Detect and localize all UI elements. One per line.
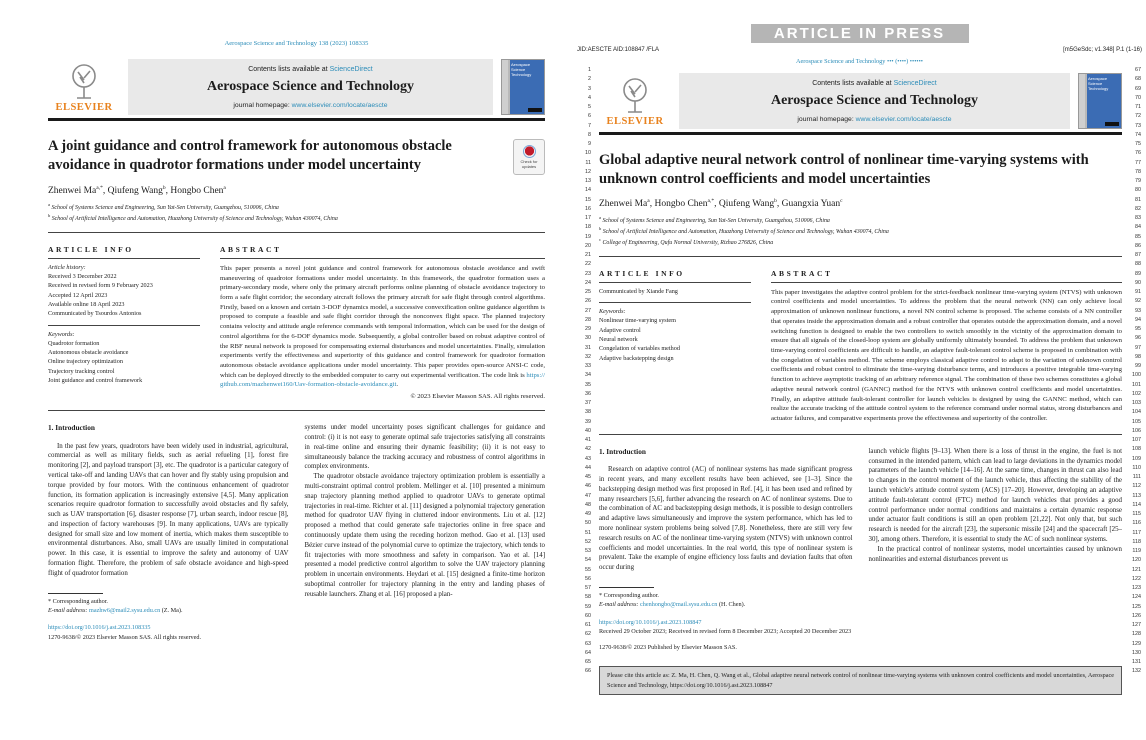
right-body-col1 (599, 447, 853, 573)
contents-line: Contents lists available at ScienceDirect (248, 66, 373, 73)
abstract-header: ABSTRACT (220, 245, 545, 259)
line-numbers-right: 67 68 69 70 71 72 73 74 75 76 77 78 79 80 81 82 83 84 85 86 87 88 89 90 91 92 93 94 95 96 97 98 99 100 101 102 103 104 105 106 107 108 109 110 111 112 113 114 115 116 117 118 119 120 121 122 123 124 125 126 127 128 129 130 131 132 (1132, 67, 1141, 675)
divider (48, 232, 545, 233)
keyword: Nonlinear time-varying system (599, 317, 676, 325)
homepage-line: journal homepage: www.elsevier.com/locate/aescte (797, 116, 952, 123)
keywords-block: Keywords: Quadrotor formation Autonomous obstacle avoidance Online trajectory optimization Trajectory tracking control Joint guidance and control framework (48, 326, 200, 392)
article-history: Article history: Received 3 December 2022 Received in revised form 9 February 2023 Accepted 12 April 2023 Available online 18 April 2023 Communicated by Tsourdos Antonios (48, 259, 200, 326)
left-body-col2 (305, 423, 546, 642)
divider (599, 434, 1122, 435)
article-in-press-banner: ARTICLE IN PRESS (751, 24, 969, 43)
elsevier-wordmark: ELSEVIER (55, 102, 113, 113)
affiliation: $^a$ School of Systems Science and Engineering, Sun Yat-Sen University, Guangzhou, 510006, China (48, 202, 279, 212)
left-affiliations (48, 202, 545, 224)
left-citation-header[interactable]: Aerospace Science and Technology 138 (2023) 108335 (224, 40, 369, 47)
intro-paragraph: In the practical control of nonlinear systems, model uncertainties caused by unknown nonlinearities and external disturbances prevent us (868, 545, 1122, 563)
contents-line: Contents lists available at ScienceDirect (812, 80, 937, 87)
line-numbers-left: 1 2 3 4 5 6 7 8 9 10 11 12 13 14 15 16 17 18 19 20 21 22 23 24 25 26 27 28 29 30 31 32 33 34 35 36 37 38 39 40 41 42 43 44 45 46 47 48 49 50 51 52 53 54 55 56 57 58 59 60 61 62 63 64 65 66 (585, 67, 591, 675)
check-for-updates-badge[interactable] (513, 139, 545, 175)
divider (599, 256, 1122, 257)
left-info-abstract (48, 245, 545, 410)
sciencedirect-link[interactable]: ScienceDirect (329, 66, 373, 73)
right-info-abstract (599, 269, 1122, 434)
author: Zhenwei $Ma^{a,*}$ (48, 185, 103, 197)
section-heading: 1. Introduction (48, 423, 95, 433)
affiliation: $^b$ School of Artificial Intelligence and Automation, Huazhong University of Science and Technology, Wuhan 430074, China (48, 212, 338, 222)
masthead-rule (599, 132, 1122, 135)
right-masthead (599, 73, 1122, 129)
affiliation: $^b$ School of Artificial Intelligence and Automation, Huazhong University of Science and Technology, Wuhan 430074, China (599, 226, 889, 236)
doi-link[interactable]: https://doi.org/10.1016/j.ast.2023.108847 (599, 618, 702, 626)
abstract-column (220, 245, 545, 400)
affiliation: $^a$ School of Systems Science and Engineering, Sun Yat-Sen University, Guangzhou, 510006, China (599, 215, 830, 225)
article-info-column (599, 269, 751, 424)
keyword: Online trajectory optimization (48, 358, 123, 366)
author: , Qiufeng Wang$^b$ (714, 198, 777, 210)
paper-page-right (573, 0, 1146, 740)
article-info-header: ARTICLE INFO (48, 245, 200, 259)
journal-name: Aerospace Science and Technology (206, 79, 415, 94)
author: Zhenwei Ma$^a$ (599, 198, 650, 210)
cover-title-text: Aerospace Science Technology (511, 62, 532, 77)
journal-homepage-link[interactable]: www.elsevier.com/locate/aescte (855, 116, 952, 123)
section-heading: 1. Introduction (599, 446, 646, 456)
intro-paragraph: systems under model uncertainty poses significant challenges for guidance and control: (i) it is not easy to generate optimal safe trajectories satisfying all constraints in real-time online and ensuring their dynamic feasibility; (ii) it is not easy to simultaneously balance the tracking accuracy and robustness of control algorithms in complex environments. (304, 424, 545, 471)
sciencedirect-link[interactable]: ScienceDirect (893, 80, 937, 87)
abstract-text: This paper presents a novel joint guidance and control framework for autonomous obstacle avoidance and swift maneuvering of quadrotor formations under model uncertainty. In this framework, the quadrotor formation uses a primary-secondary mode, where only the primary aircraft performs online planning of obstacle avoidance trajectory to form a safe flight corridor; the secondary aircraft follows the primary aircraft for safe flight through control algorithms. Firstly, based on a known and certain 3-DOF dynamics model, a successive convexification online guidance algorithm is proposed to compute a feasible and safe flight corridor through the nonconvex flight space. The planned trajectory contains velocity and attitude angle reference commands with temporal information, which can be used for the design of control algorithms for the 6-DOF dynamics mode. Subsequently, a global controller based on robust adaptive control of the RBF neural network is proposed for compensating external disturbances and model uncertainties. Finally, simulation experiments verify the effectiveness and superiority of this guidance and control framework for quadrotor formation autonomous obstacle avoidance applications under model uncertainty. This paper provides open-source ANSI-C code, which can be deployed directly to the embedded computer to carry out experimental verification. The code link is https://github.com/mazhenwei160/Uav-formation-obstacle-avoidance.git. (220, 264, 545, 389)
keyword: Neural network (599, 335, 638, 343)
journal-cover-thumbnail (1078, 73, 1122, 129)
keyword: Adaptive control (599, 326, 641, 334)
keyword: Adaptive backstepping design (599, 354, 674, 362)
elsevier-tree-icon (618, 76, 652, 116)
intro-paragraph: In the past few years, quadrotors have been widely used in industrial, agricultural, commercial as well as military fields, such as aerial refueling [1], forest fire monitoring [2], and payload transport [3], etc. The quadrotor is a particular category of vertical take-off and landing UAVs that can hover and fly stably using propulsion and torque provided by four motors. With the continuous enhancement of quadrotor function, its formation application is increasingly extensive [4,5]. Many application scenarios require quadrotor formation to successfully avoid obstacles and fly safely, such as UAV transportation [6], disaster response [7], urban search, indoor rescue [8], and inspection of factory warehouses [9]. In many applications, UAVs are typically designed for small size and low moment of inertia, which makes them susceptible to environmental disturbances. Also, small UAVs are usually limited in computational power. In this case, it is essential to improve the safety and autonomy of UAV formation flight. Therefore, the problem of safe obstacle avoidance and high-speed flight of quadrotor formation (48, 442, 289, 577)
abstract-column (771, 269, 1122, 424)
divider (48, 410, 545, 411)
author-email-link[interactable]: mazhw6@mail2.sysu.edu.cn (89, 606, 161, 614)
keywords-block: Keywords: Nonlinear time-varying system Adaptive control Neural network Congelation of variables method Adaptive backstepping design (599, 303, 751, 369)
left-body-col1 (48, 423, 289, 642)
journal-homepage-link[interactable]: www.elsevier.com/locate/aescte (291, 102, 388, 109)
communicated-block: Communicated by Xiande Fang (599, 283, 751, 303)
journal-cover-thumbnail (501, 59, 545, 115)
masthead-rule (48, 118, 545, 121)
left-authors-line (48, 185, 545, 196)
keyword: Trajectory tracking control (48, 367, 115, 375)
journal-name: Aerospace Science and Technology (770, 93, 979, 108)
right-footnote: * Corresponding author. E-mail address: chenhongbo@mail.sysu.edu.cn (H. Chen). https://doi.org/10.1016/j.ast.2023.108847 Received 29 October 2023; Received in revised form 8 December 2023; Accepted 20 December 2023 1270-9638/© 2023 Published by Elsevier Masson SAS. (599, 587, 1122, 652)
running-head[interactable]: Aerospace Science and Technology ••• (••••) •••••• (795, 58, 924, 65)
article-info-header: ARTICLE INFO (599, 269, 751, 283)
left-masthead (48, 59, 545, 115)
received-line: Received 29 October 2023; Received in revised form 8 December 2023; Accepted 20 December 2023 (599, 628, 852, 636)
doi-link[interactable]: https://doi.org/10.1016/j.ast.2023.108335 (48, 624, 151, 632)
right-affiliations (599, 215, 1122, 247)
jid-label: JID:AESCTE AID:108847 /FLA (577, 47, 660, 53)
issn-line: 1270-9638/© 2023 Published by Elsevier Masson SAS. (599, 643, 737, 651)
check-updates-icon (523, 145, 536, 158)
footnote-rule (48, 593, 103, 594)
left-paper-title: A joint guidance and control framework for autonomous obstacle avoidance in quadrotor formations under model uncertainty (48, 138, 452, 173)
elsevier-wordmark: ELSEVIER (606, 116, 664, 127)
check-updates-label: Check for updates (520, 158, 538, 169)
cover-title-text: Aerospace Science Technology (1088, 76, 1109, 91)
right-body-columns (599, 447, 1122, 573)
right-body-col2 (869, 447, 1123, 573)
author: , Hongbo Chen$^a$ (165, 185, 226, 197)
right-masthead-center (679, 73, 1070, 129)
abstract-header: ABSTRACT (771, 269, 1122, 283)
keyword: Autonomous obstacle avoidance (48, 349, 129, 357)
intro-paragraph: launch vehicle flights [9–13]. When there is a loss of thrust in the engine, the fuel is not consumed in the intended pattern, which can lead to large deviations in the dynamics model parameters of the launch vehicle [14–16]. At the same time, changes in thrust can also lead to changes in the control moment of the launch vehicle, thus affecting the stability of the launch vehicle's attitude control system (ACS) [17–20]. However, developing an adaptive attitude fault-tolerant control (FTC) method for launch vehicles that provides a good control performance under normal conditions and maintains a certain dynamic response under actuator fault conditions is still an open problem [21,22]. Not only that, but such research is needed for the aircraft [23], the supersonic missile [24] and the spacecraft [25–30], among others. Therefore, it is essential to study the AC of such nonlinear systems. (868, 447, 1122, 543)
affiliation: $^c$ College of Engineering, Qufu Normal University, Rizhao 276826, China (599, 236, 774, 246)
elsevier-logo (48, 59, 120, 115)
right-paper-title: Global adaptive neural network control of nonlinear time-varying systems with unknown control coefficients and model uncertainties (599, 152, 1089, 187)
copyright-line: © 2023 Elsevier Masson SAS. All rights reserved. (410, 393, 545, 401)
homepage-line: journal homepage: www.elsevier.com/locate/aescte (233, 102, 388, 109)
cover-black-bar (1105, 122, 1119, 126)
author: , Qiufeng Wang$^b$ (102, 185, 166, 197)
right-authors-line (599, 198, 1122, 209)
please-cite-box: Please cite this article as: Z. Ma, H. Chen, Q. Wang et al., Global adaptive neural network control of nonlinear time-varying systems with unknown control coefficients and model uncertainties, Aerospace Science and Technology, https://doi.org/10.1016/j.ast.2023.108847 (599, 666, 1122, 695)
version-label: [m5GeSdc; v1.348] P.1 (1-16) (1063, 47, 1142, 53)
keyword: Quadrotor formation (48, 339, 100, 347)
intro-paragraph: The quadrotor obstacle avoidance trajectory optimization problem is essentially a multi-constraint optimal control problem. Mellinger et al. [10] presented a minimum snap trajectory planning method applied to quadrotor UAVs to generate optimal trajectories in real-time. Richter et al. [11] designed a polynomial trajectory generation method for quadrotor UAV flying in cluttered indoor environments. Liu et al. [12] proposed a method that could generate safe trajectories online in free space and continuously update them using the receding horizon method. Gao et al. [13] used Bézier curve instead of the polynomial curve to optimize the trajectory, which tends to fit trajectories with more smoothness and safety in comparison. Yao et al. [14] presented a model predictive control algorithm to solve the UAV trajectory planning problem in uncertain environments. Heydari et al. [15] designed a finite-time horizon suboptimal controller for trajectory planning in the entry and landing phases of reusable launchers. Zhang et al. [16] proposed a plan- (304, 473, 545, 598)
left-masthead-center (128, 59, 493, 115)
left-footnote: * Corresponding author. E-mail address: mazhw6@mail2.sysu.edu.cn (Z. Ma). https://doi.org/10.1016/j.ast.2023.108335 1270-9638/© 2023 Elsevier Masson SAS. All rights reserved. (48, 593, 289, 643)
author: , Guangxia Yuan$^c$ (776, 198, 843, 210)
abstract-text: This paper investigates the adaptive control problem for the strict-feedback nonlinear time-varying system (NTVS) with unknown control coefficients and model uncertainties. To address the problem that the neural network (NN) can only achieve local approximation of unknown nonlinear functions, a novel NN control scheme is proposed. The scheme consists of a NN controller that operates inside the approximation domain and a robust controller that operates outside the approximation domain, and a novel switching function is designed to enable the two controllers to switch smoothly in the vicinity of the approximation domain to ensure that all signals of the closed-loop system are globally uniformly ultimately bounded. To address the problem that unknown time-varying control coefficients are difficult to handle, an adaptive fault-tolerant control scheme is proposed in combination with the congelation of variables method. The scheme employs classical adaptive control to adapt to the variation of unknown control coefficients and robust control to eliminate the time-varying disturbance terms, and introduces a positive integrable time-varying function to achieve asymptotic tracking of an arbitrary reference signal. The combination of these two schemes constitutes a global adaptive neural network control (GANNC) method for the NTVS with unknown control coefficients and model uncertainties. Finally, an adaptive attitude fault-tolerant controller for launch vehicles is designed by using the GANNC method, which can realize the accurate tracking of the attitude control system to the reference command under normal status, strong disturbances and actuator failures, and comparative experiments prove the effectiveness and superiority of the controller. (771, 288, 1122, 423)
cover-black-bar (528, 108, 542, 112)
issn-line: 1270-9638/© 2023 Elsevier Masson SAS. All rights reserved. (48, 633, 202, 641)
elsevier-tree-icon (67, 62, 101, 102)
proof-meta-row (573, 47, 1146, 53)
keyword: Congelation of variables method (599, 345, 680, 353)
author-email-link[interactable]: chenhongbo@mail.sysu.edu.cn (640, 601, 718, 609)
footnote-rule (599, 587, 654, 588)
author: , Hongbo Chen$^{a,*}$ (649, 198, 715, 210)
keyword: Joint guidance and control framework (48, 377, 143, 385)
intro-paragraph: Research on adaptive control (AC) of nonlinear systems has made significant progress in recent years, and many excellent results have been achieved, see [1–3]. Since the backstepping design method was first proposed in Ref. [4], it has been used and refined by many researchers [5,6], further advancing the research on AC of nonlinear systems. Due to the combination of AC and backstepping design methods, it is possible to design controllers and adaptive laws simultaneously and improve the system performance, which has led to more nonlinear system problems being solved [7,8]. Nonetheless, there are still very few research results on AC of the nonlinear time-varying system (NTVS) with unknown control coefficients and model uncertainties. In the real world, this type of nonlinear system is prevalent. Take the example of engine efficiency loss faults and deviation faults that often occur during (599, 466, 853, 572)
code-repo-link[interactable]: https://github.com/mazhenwei160/Uav-formation-obstacle-avoidance.git (220, 371, 545, 389)
left-body-columns (48, 423, 545, 642)
article-info-column (48, 245, 200, 400)
elsevier-logo (599, 73, 671, 129)
